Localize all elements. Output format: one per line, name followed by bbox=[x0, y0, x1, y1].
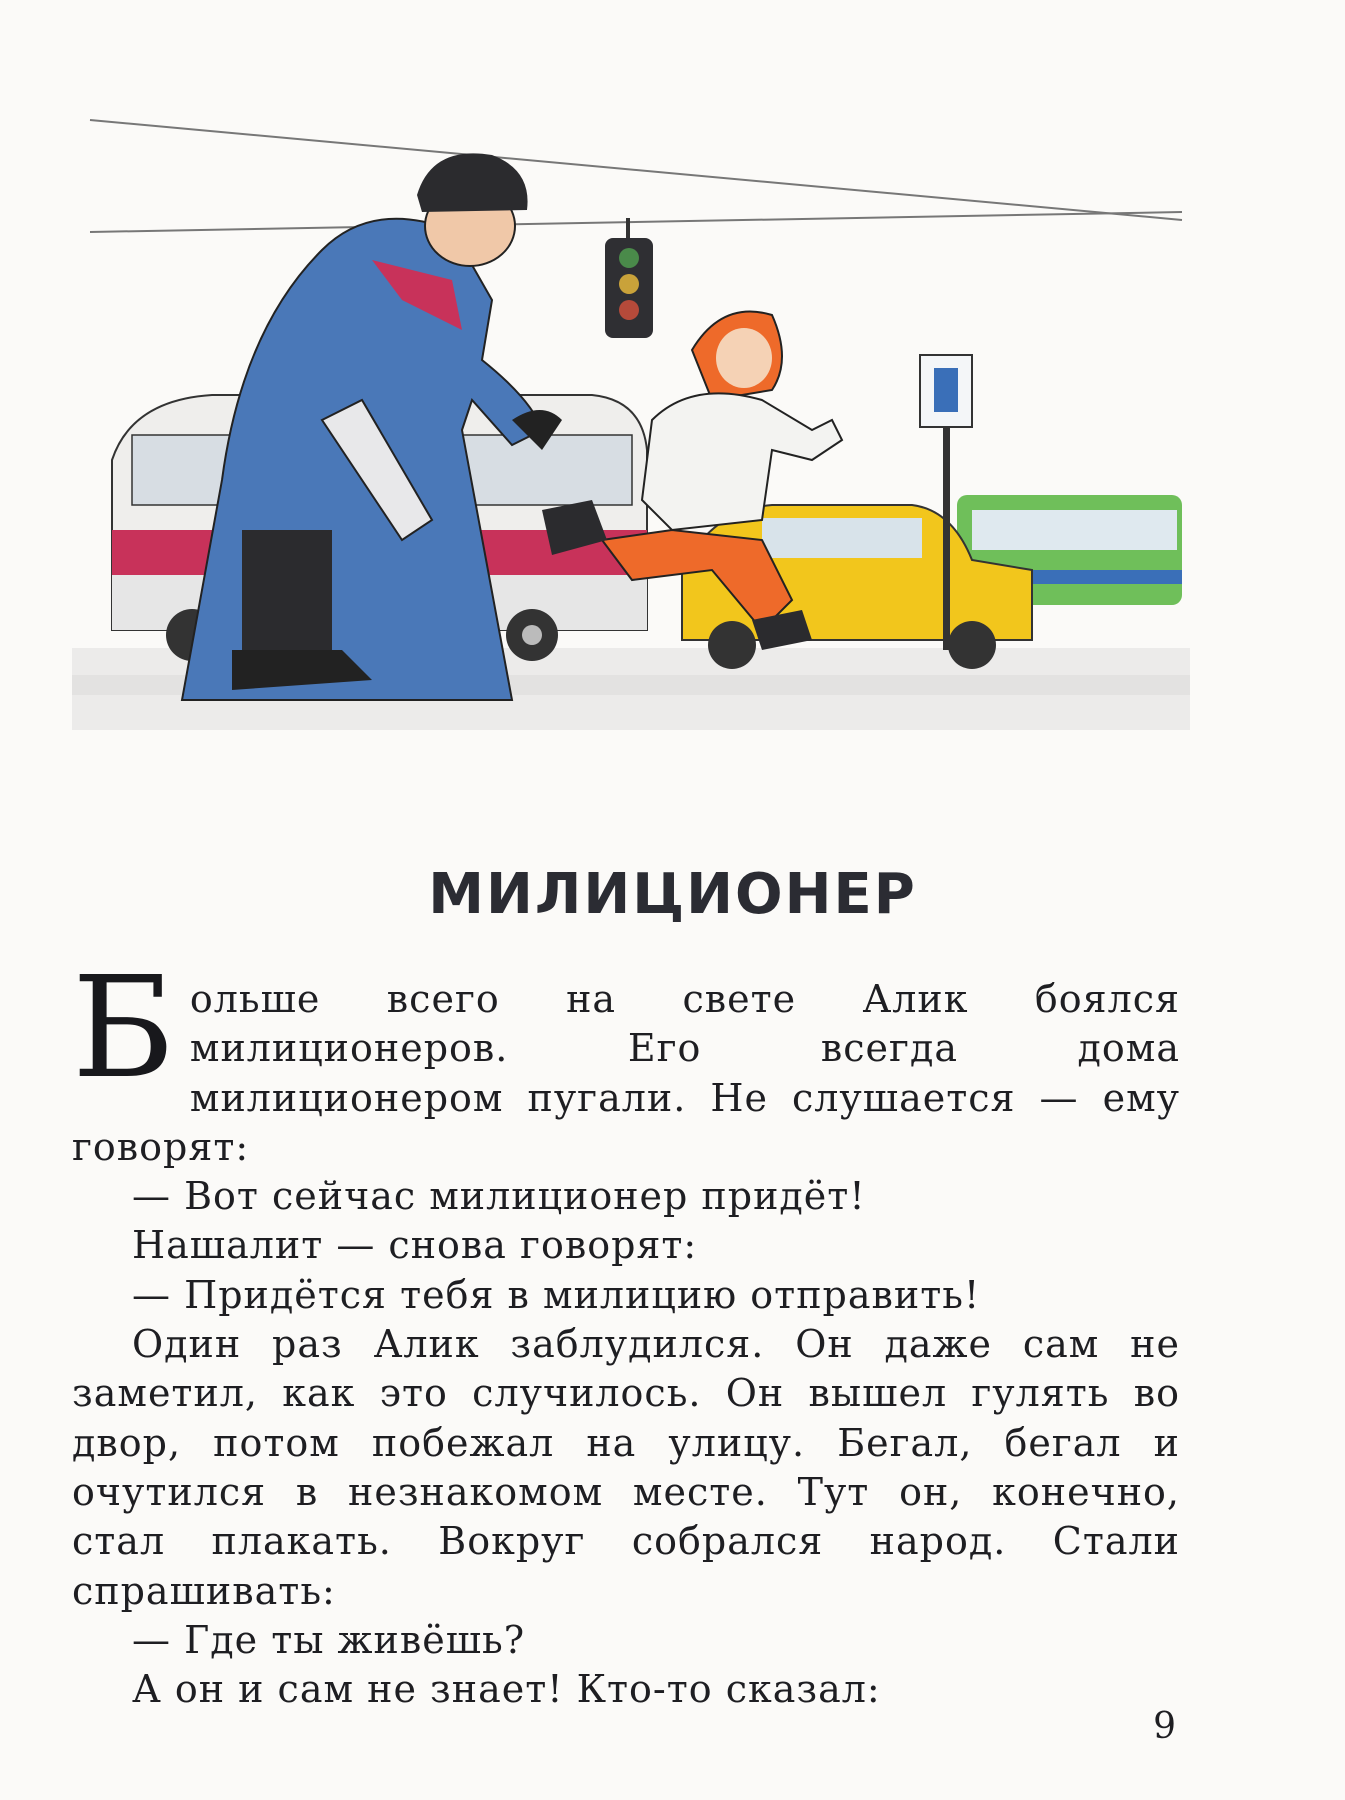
story-text bbox=[72, 947, 1180, 1714]
story-paragraph: Один раз Алик заблудился. Он даже сам не заметил, как это случилось. Он вышел гулять во двор, потом побежал на улицу. Бегал, бегал и очутился в незнакомом месте. Тут он, конечно, стал плакать. Вокруг собрался народ. Стали спрашивать: bbox=[72, 1322, 1180, 1613]
drop-cap-letter: Б bbox=[72, 947, 176, 1110]
story-paragraph: — Придётся тебя в милицию отправить! bbox=[132, 1272, 981, 1317]
traffic-light bbox=[605, 218, 653, 338]
first-paragraph-text: ольше всего на свете Алик боялся милиционеров. Его всегда дома милиционером пугали. Не слушается — ему говорят: bbox=[72, 977, 1180, 1169]
page-number: 9 bbox=[1153, 1706, 1176, 1747]
story-paragraph: — Вот сейчас милиционер придёт! bbox=[132, 1174, 866, 1219]
story-paragraph: Нашалит — снова говорят: bbox=[132, 1223, 698, 1268]
street-illustration bbox=[72, 100, 1190, 730]
story-title: МИЛИЦИОНЕР bbox=[428, 862, 917, 927]
story-paragraph: А он и сам не знает! Кто-то сказал: bbox=[132, 1667, 881, 1712]
story-paragraph: — Где ты живёшь? bbox=[132, 1617, 526, 1662]
story-paragraph bbox=[72, 947, 1180, 1172]
